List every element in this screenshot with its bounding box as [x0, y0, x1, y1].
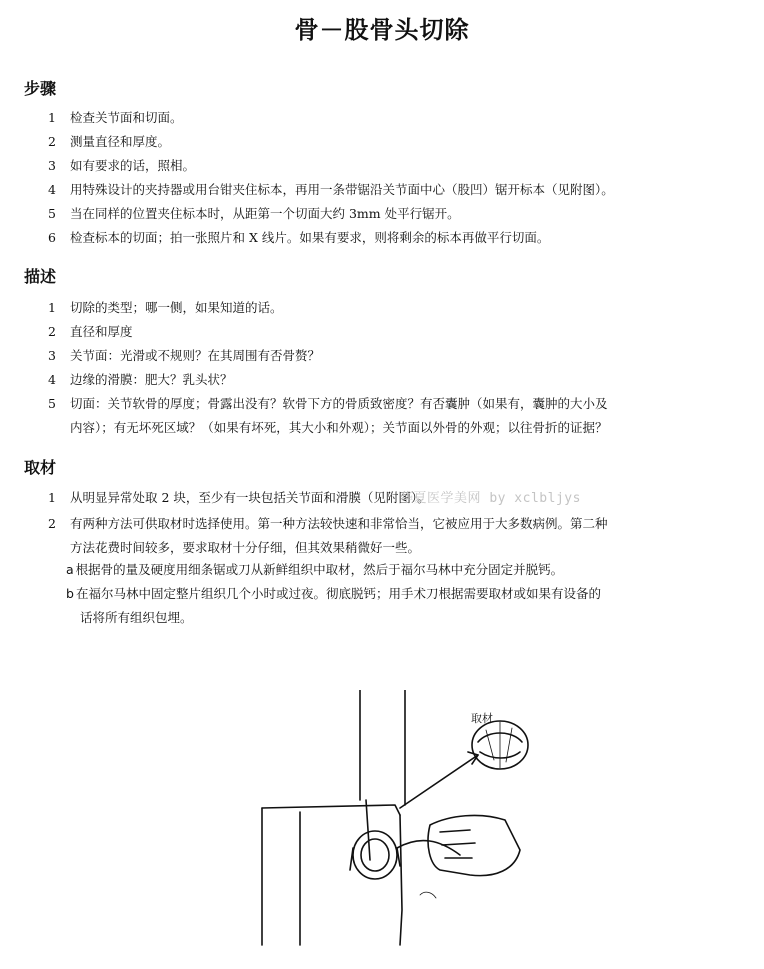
watermark: 华夏医学美网 by xclbljys — [400, 491, 581, 506]
artist-mark — [420, 892, 436, 898]
item-text: 当在同样的位置夹住标本时，从距第一个切面大约 3mm 处平行锯开。 — [70, 206, 460, 221]
item-text: 用特殊设计的夹持器或用台钳夹住标本，再用一条带锯沿关节面中心（股凹）锯开标本（见附图）。 — [70, 182, 614, 197]
section-heading-steps: 步骤 — [24, 79, 57, 98]
item-number: 4 — [48, 372, 56, 387]
item-text: 边缘的滑膜：肥大？乳头状？ — [70, 372, 233, 387]
sub-item-letter: a — [66, 562, 74, 577]
list-item — [48, 344, 753, 368]
figure-label: 取材 — [471, 712, 493, 725]
item-number: 3 — [48, 158, 56, 173]
list-item — [48, 202, 753, 226]
section-heading-description: 描述 — [24, 267, 57, 286]
list-item — [48, 154, 753, 178]
saw-blade — [366, 800, 370, 860]
item-number: 4 — [48, 182, 56, 197]
list-item — [48, 130, 753, 154]
item-number: 2 — [48, 516, 56, 531]
item-text: 从明显异常处取 2 块，至少有一块包括关节面和滑膜（见附图）。 — [70, 490, 430, 505]
item-text: 切除的类型；哪一侧，如果知道的话。 — [70, 300, 283, 315]
list-item — [48, 226, 753, 250]
page-title: 骨－股骨头切除 — [294, 16, 470, 44]
item-number: 5 — [48, 396, 56, 411]
table-right-edge — [400, 815, 402, 945]
item-text: 直径和厚度 — [70, 324, 133, 339]
sample-cut-lines — [486, 722, 512, 768]
item-text-continued: 内容）；有无坏死区域？（如果有坏死，其大小和外观）；关节面以外骨的外观；以往骨折的证据？ — [70, 420, 608, 435]
item-text: 有两种方法可供取材时选择使用。第一种方法较快速和非常恰当，它被应用于大多数病例。第二种 — [70, 516, 608, 531]
table-top-edge — [262, 805, 400, 815]
arrow-shaft — [400, 755, 478, 808]
item-number: 1 — [48, 110, 56, 125]
item-number: 3 — [48, 348, 56, 363]
femoral-head-sawing-illustration — [250, 690, 550, 950]
item-text: 关节面：光滑或不规则？在其周围有否骨赘？ — [70, 348, 321, 363]
list-item — [48, 296, 753, 320]
item-number: 1 — [48, 490, 56, 505]
item-number: 5 — [48, 206, 56, 221]
list-item — [48, 392, 753, 416]
item-number: 2 — [48, 324, 56, 339]
sub-item-text: 根据骨的量及硬度用细条锯或刀从新鲜组织中取材，然后于福尔马林中充分固定并脱钙。 — [75, 562, 564, 577]
sub-item-text: 在福尔马林中固定整片组织几个小时或过夜。彻底脱钙；用手术刀根据需要取材或如果有设备的 — [75, 586, 601, 601]
item-text: 如有要求的话，照相。 — [70, 158, 196, 173]
clamp-jaws — [350, 848, 400, 870]
sub-list-item — [66, 582, 756, 606]
item-text: 检查关节面和切面。 — [70, 110, 183, 125]
item-text-continued: 方法花费时间较多，要求取材十分仔细，但其效果稍微好一些。 — [70, 540, 421, 555]
list-item — [48, 178, 753, 202]
list-item — [48, 512, 753, 536]
sub-list-item — [66, 558, 756, 582]
section-heading-sampling: 取材 — [24, 458, 57, 477]
sub-item-letter: b — [66, 586, 74, 601]
item-text: 测量直径和厚度。 — [70, 134, 171, 149]
specimen-inner — [361, 839, 389, 871]
list-item — [48, 368, 753, 392]
item-text: 切面：关节软骨的厚度；骨露出没有？软骨下方的骨质致密度？有否囊肿（如果有，囊肿的大小及 — [70, 396, 608, 411]
sub-item-text-continued: 话将所有组织包埋。 — [80, 610, 193, 625]
item-number: 6 — [48, 230, 56, 245]
list-item — [48, 106, 753, 130]
item-number: 1 — [48, 300, 56, 315]
item-text: 检查标本的切面；拍一张照片和 X 线片。如果有要求，则将剩余的标本再做平行切面。 — [70, 230, 550, 245]
item-number: 2 — [48, 134, 56, 149]
list-item — [48, 320, 753, 344]
